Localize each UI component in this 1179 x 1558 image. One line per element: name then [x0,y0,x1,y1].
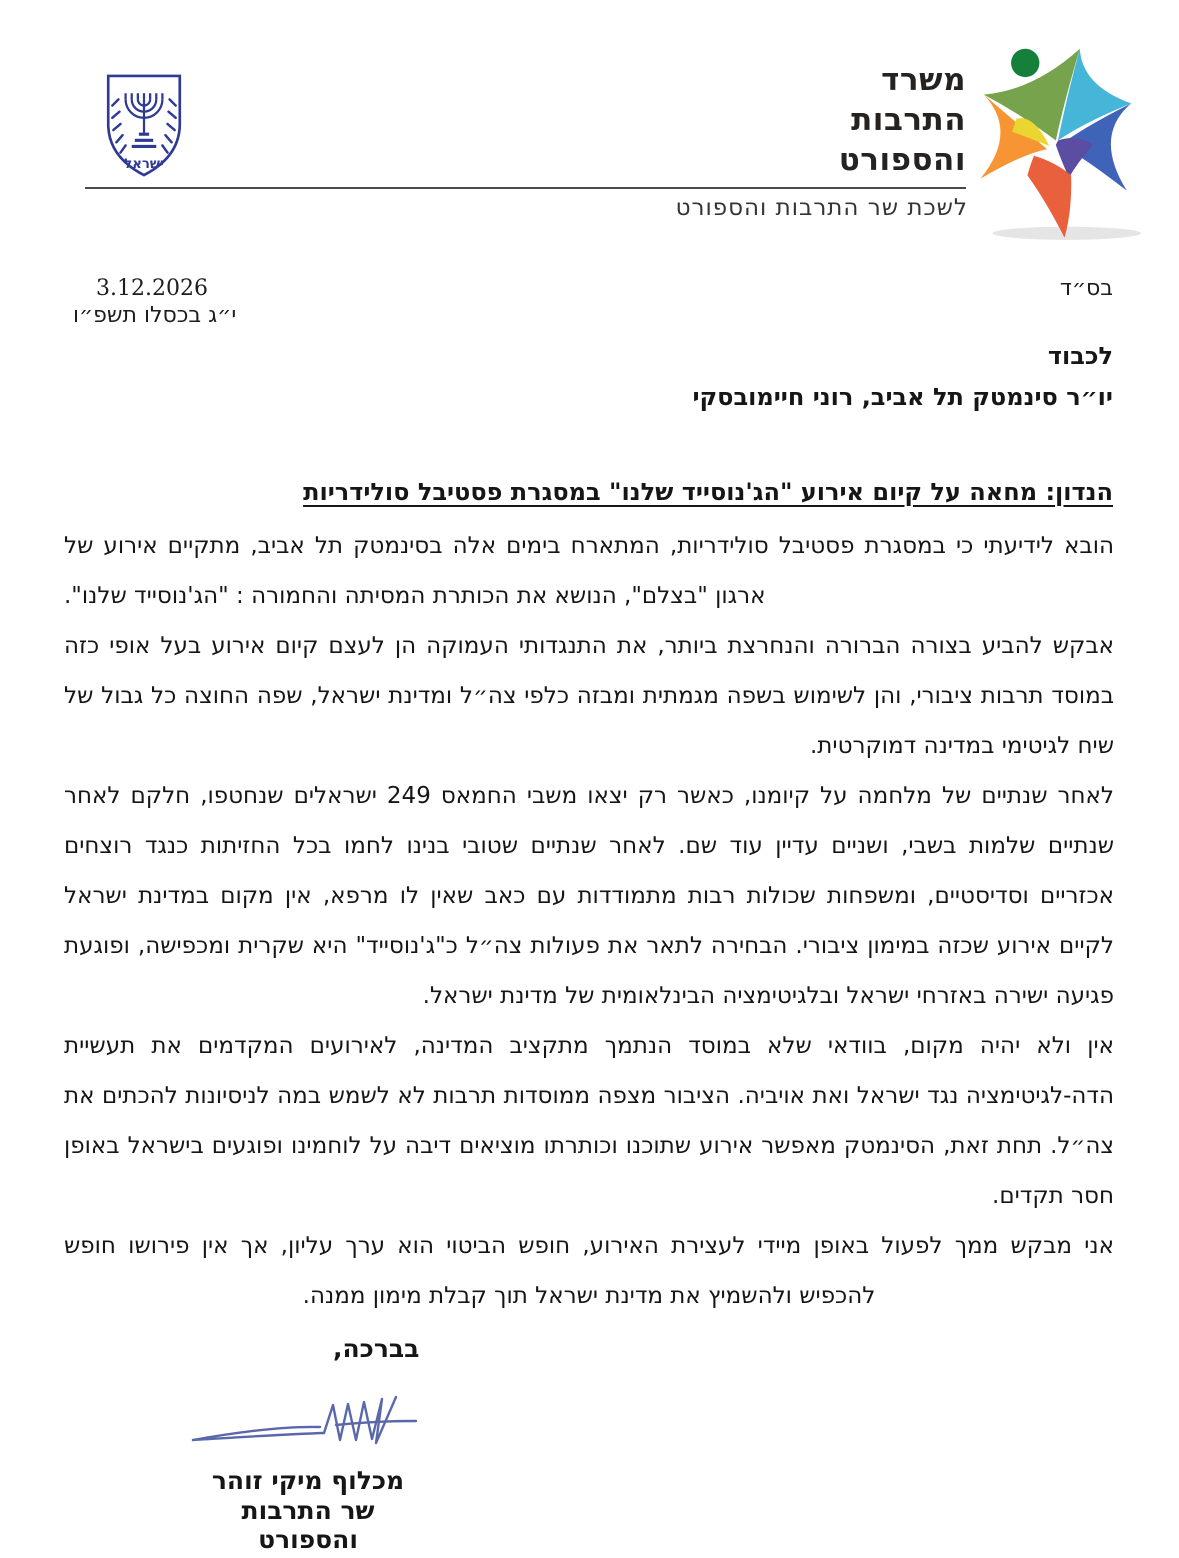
office-subtitle: לשכת שר התרבות והספורט [675,195,968,221]
letter-body [64,521,1114,1321]
subject-line: הנדון: מחאה על קיום אירוע "הג'נוסייד שלנו" במסגרת פסטיבל סולידריות [303,478,1113,506]
ministry-name-line-1: משרד [881,62,966,98]
ministry-name-line-3: והספורט [838,142,966,178]
gregorian-date: 3.12.2026 [96,276,208,301]
signer-name: מכלוף מיקי זוהר [211,1466,405,1495]
paragraph-4: אין ולא יהיה מקום, בוודאי שלא במוסד הנתמך מתקציב המדינה, לאירועים המקדמים את תעשיית הדה-לגיטימציה נגד ישראל ואת אויביה. הציבור מצפה ממוסדות תרבות לא לשמש במה לניסיונות להכתים את צה״ל. תחת זאת, הסינמטק מאפשר אירוע שתוכנו וכותרתו מוציאים דיבה על לוחמינו ופוגעים בישראל באופן חסר תקדים. [64,1033,1114,1209]
paragraph-3: לאחר שנתיים של מלחמה על קיומנו, כאשר רק יצאו משבי החמאס 249 ישראלים שנחטפו, חלקם לאחר שנתיים שלמות בשבי, ושניים עדיין עוד שם. לאחר שנתיים שטובי בנינו לחמו בכל החזיתות כנגד רוצחים אכזריים וסדיסטיים, ומשפחות שכולות רבות מתמודדות עם כאב שאין לו מרפא, אין מקום במדינת ישראל לקיים אירוע שכזה במימון ציבורי. הבחירה לתאר את פעולות צה״ל כ"ג'נוסייד" היא שקרית ומכפישה, ופוגעת פגיעה ישירה באזרחי ישראל ובלגיטימציה הבינלאומית של מדינת ישראל. [64,783,1114,1009]
ministry-star-icon [968,40,1148,242]
ministry-name-line-2: התרבות [851,102,966,138]
closing-salutation: בברכה, [333,1334,420,1363]
salutation: לכבוד [1047,342,1113,370]
paragraph-1: הובא לידיעתי כי במסגרת פסטיבל סולידריות, המתארח בימים אלה בסינמטק תל אביב, מתקיים אירוע של ארגון "בצלם", הנושא את הכותרת המסיתה והחמורה : "הג'נוסייד שלנו". [64,533,1114,609]
ministry-name [839,60,966,180]
emblem-israel-label: ישראל [124,156,164,172]
paragraph-5: אני מבקש ממך לפעול באופן מיידי לעצירת האירוע, חופש הביטוי הוא ערך עליון, אך אין פירושו חופש להכפיש ולהשמיץ את מדינת ישראל תוך קבלת מימון ממנה. [64,1233,1114,1309]
addressee-line: יו״ר סינמטק תל אביב, רוני חיימובסקי [692,383,1113,411]
israel-state-emblem-icon [98,70,190,182]
bsd-mark: בס״ד [1059,276,1113,301]
hebrew-date: י״ג בכסלו תשפ״ו [73,303,237,328]
header-divider [85,187,966,189]
paragraph-2: אבקש להביע בצורה הברורה והנחרצת ביותר, את התנגדותי העמוקה הן לעצם קיום אירוע בעל אופי כזה במוסד תרבות ציבורי, והן לשימוש בשפה מגמתית ומבזה כלפי צה״ל ומדינת ישראל, שפה החוצה כל גבול של שיח לגיטימי במדינה דמוקרטית. [64,633,1114,759]
signature-scribble [188,1386,423,1458]
signer-title: שר התרבות והספורט [241,1496,375,1554]
